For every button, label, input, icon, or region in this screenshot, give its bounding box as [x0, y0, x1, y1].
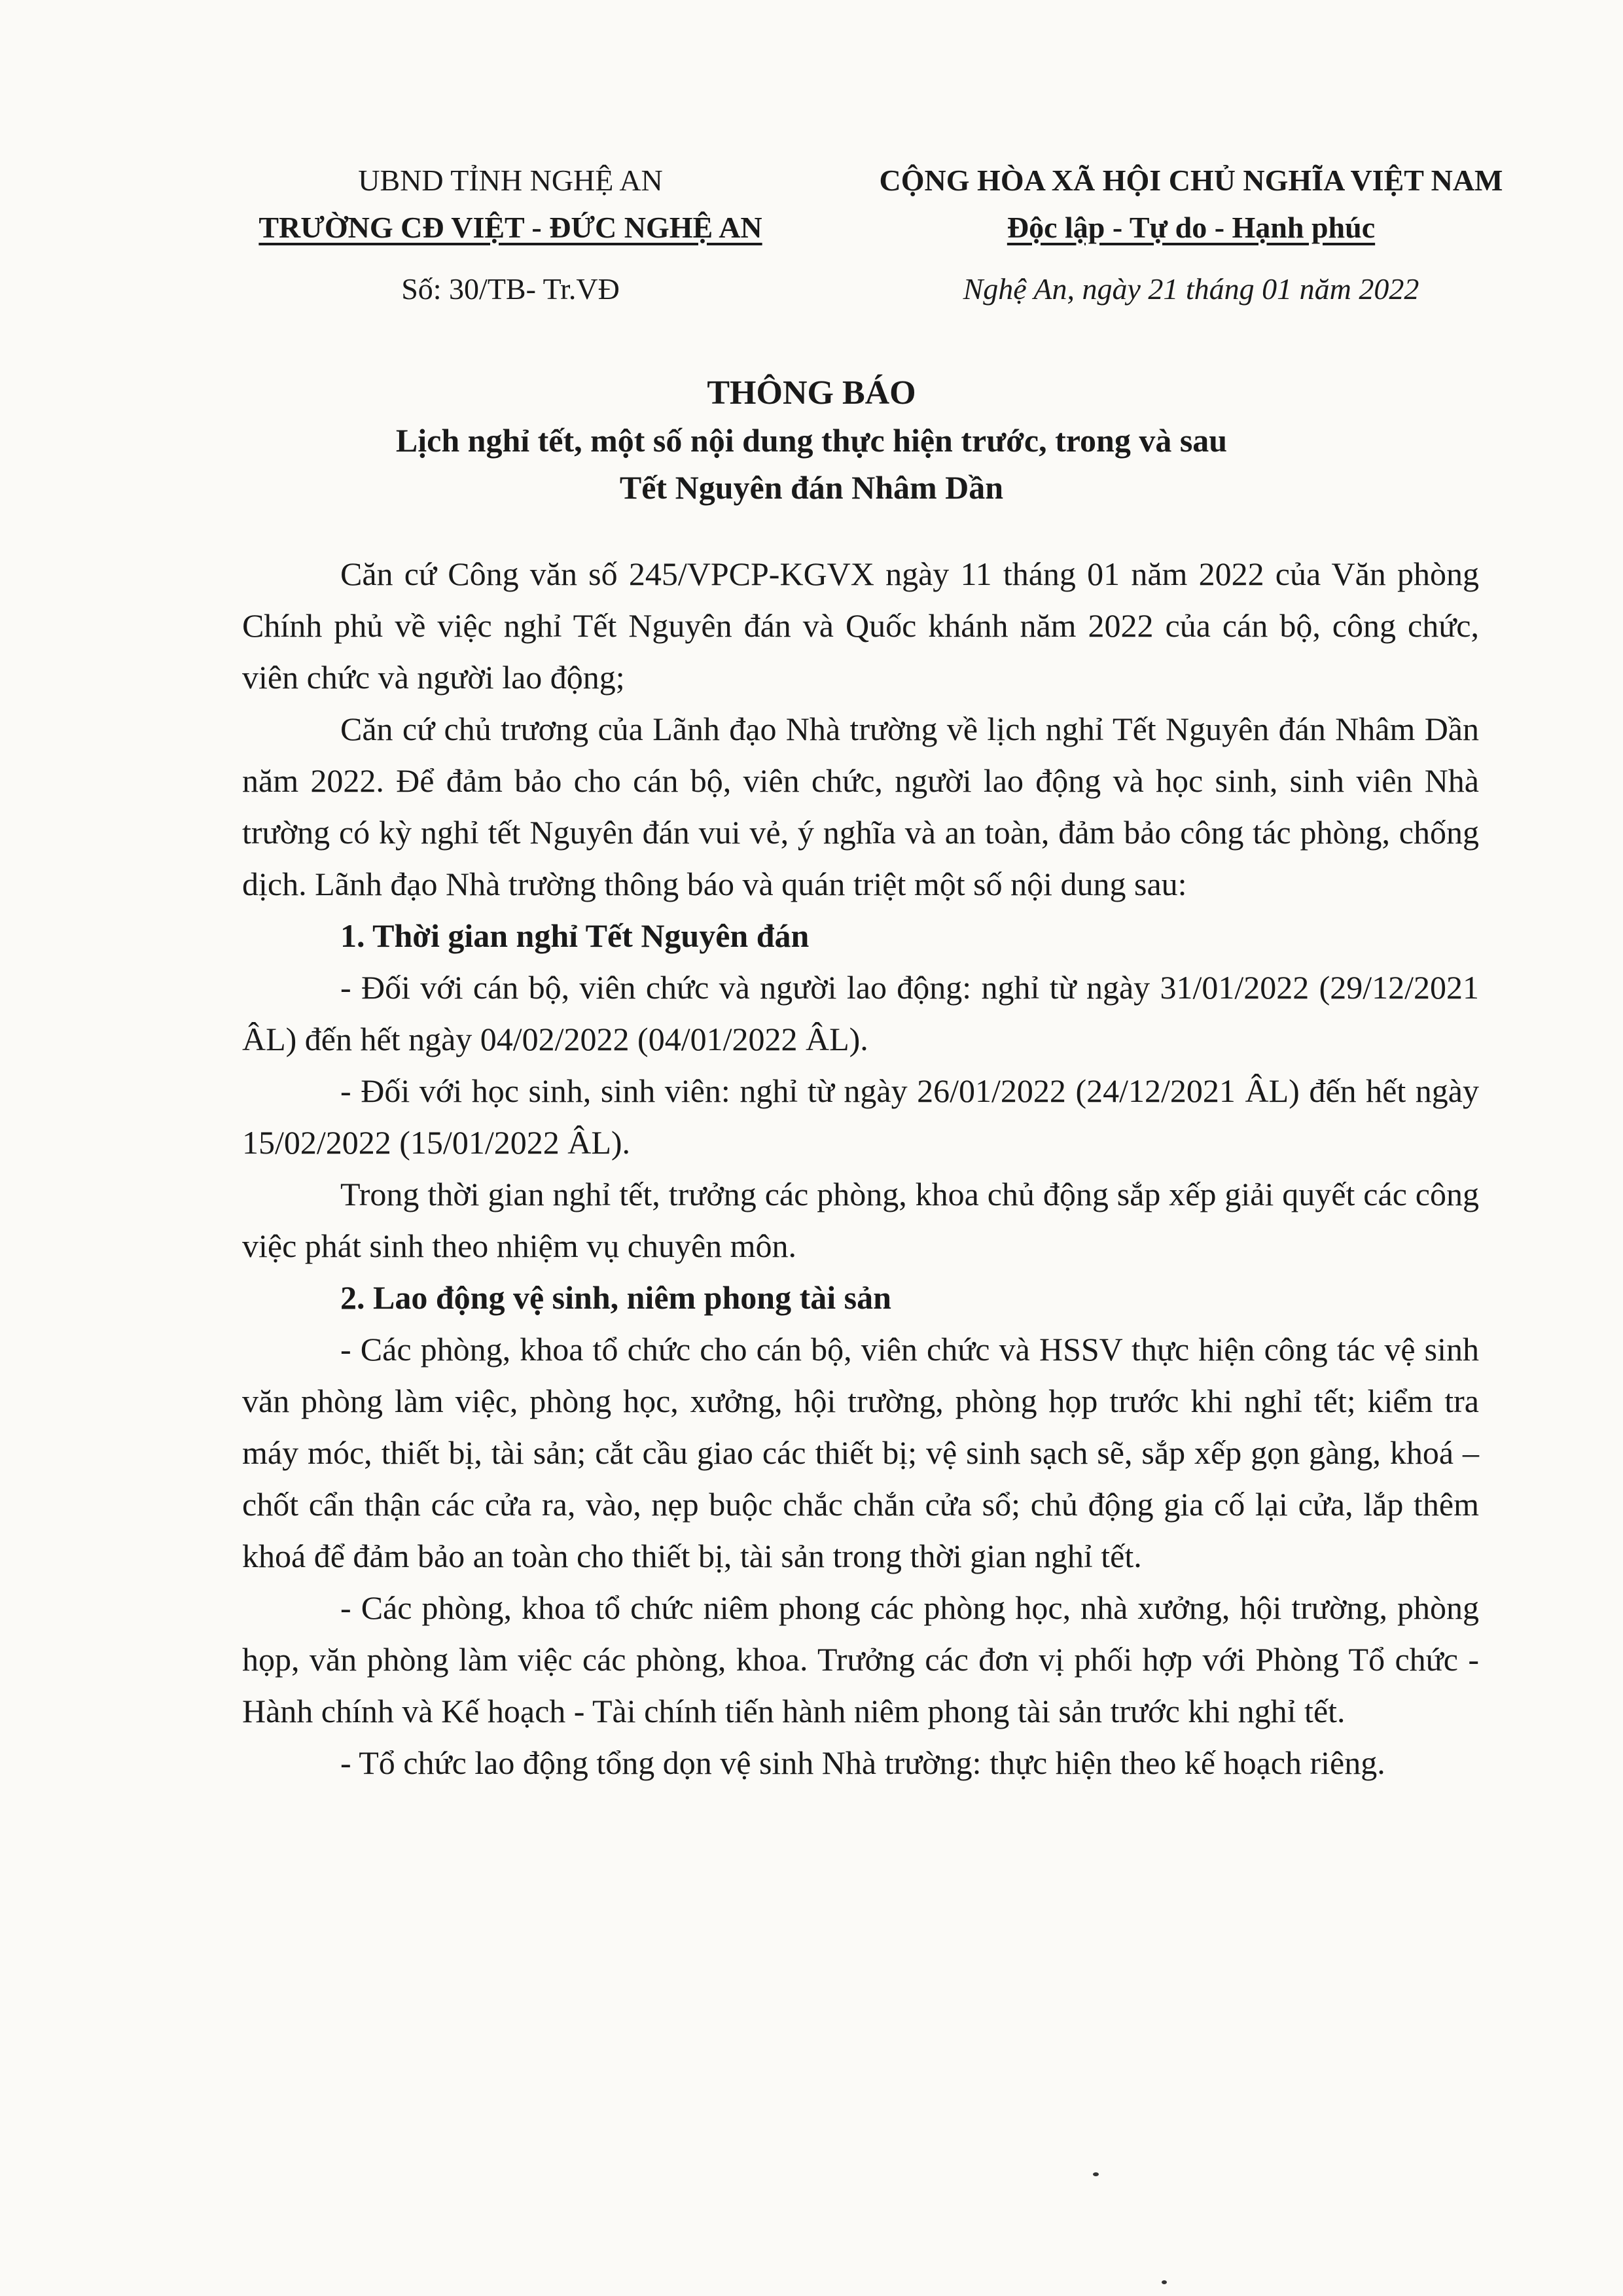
- document-title: [223, 370, 1400, 511]
- document-number: Số: 30/TB- Tr.VĐ: [401, 272, 620, 306]
- paragraph-sealing: - Các phòng, khoa tổ chức niêm phong các phòng học, nhà xưởng, hội trường, phòng họp, văn phòng làm việc các phòng, khoa. Trưởng các đơn vị phối hợp với Phòng Tổ chức - Hành chính và Kế hoạch - Tài chính tiến hành niêm phong tài sản trước khi nghỉ tết.: [242, 1589, 1479, 1729]
- issuing-authority: UBND TỈNH NGHỆ AN: [358, 164, 663, 197]
- title-main: THÔNG BÁO: [707, 374, 916, 412]
- scan-speck: [1093, 2172, 1099, 2176]
- title-line-1: Lịch nghỉ tết, một số nội dung thực hiện trước, trong và sau: [395, 422, 1228, 459]
- paragraph-general-cleaning: - Tổ chức lao động tổng dọn vệ sinh Nhà trường: thực hiện theo kế hoạch riêng.: [340, 1744, 1385, 1781]
- paragraph-legal-basis-1: Căn cứ Công văn số 245/VPCP-KGVX ngày 11 tháng 01 năm 2022 của Văn phòng Chính phủ về việc nghỉ Tết Nguyên đán và Quốc khánh năm 2022 của cán bộ, công chức, viên chức và người lao động;: [242, 556, 1479, 696]
- national-title: CỘNG HÒA XÃ HỘI CHỦ NGHĨA VIỆT NAM: [879, 164, 1503, 197]
- document-date: Nghệ An, ngày 21 tháng 01 năm 2022: [963, 272, 1419, 306]
- section-heading-1: 1. Thời gian nghỉ Tết Nguyên đán: [340, 917, 810, 954]
- national-motto: Độc lập - Tự do - Hạnh phúc: [1007, 211, 1376, 244]
- paragraph-duty: Trong thời gian nghỉ tết, trưởng các phòng, khoa chủ động sắp xếp giải quyết các công việc phát sinh theo nhiệm vụ chuyên môn.: [242, 1176, 1479, 1264]
- paragraph-cleaning: - Các phòng, khoa tổ chức cho cán bộ, viên chức và HSSV thực hiện công tác vệ sinh văn phòng làm việc, phòng học, xưởng, hội trường, phòng họp trước khi nghỉ tết; kiểm tra máy móc, thiết bị, tài sản; cắt cầu giao các thiết bị; vệ sinh sạch sẽ, sắp xếp gọn gàng, khoá – chốt cẩn thận các cửa ra, vào, nẹp buộc chắc chắn cửa sổ; chủ động gia cố lại cửa, lắp thêm khoá để đảm bảo an toàn cho thiết bị, tài sản trong thời gian nghỉ tết.: [242, 1331, 1479, 1574]
- section-heading-2: 2. Lao động vệ sinh, niêm phong tài sản: [340, 1279, 891, 1316]
- paragraph-student-holiday: - Đối với học sinh, sinh viên: nghỉ từ ngày 26/01/2022 (24/12/2021 ÂL) đến hết ngày 15/02/2022 (15/01/2022 ÂL).: [242, 1072, 1479, 1161]
- header-right: [838, 157, 1544, 313]
- paragraph-legal-basis-2: Căn cứ chủ trương của Lãnh đạo Nhà trường về lịch nghỉ Tết Nguyên đán Nhâm Dần năm 2022. Để đảm bảo cho cán bộ, viên chức, người lao động và học sinh, sinh viên Nhà trường có kỳ nghỉ tết Nguyên đán vui vẻ, ý nghĩa và an toàn, đảm bảo công tác phòng, chống dịch. Lãnh đạo Nhà trường thông báo và quán triệt một số nội dung sau:: [242, 711, 1479, 902]
- school-name: TRƯỜNG CĐ VIỆT - ĐỨC NGHỆ AN: [259, 211, 762, 244]
- scan-speck: [1162, 2280, 1167, 2284]
- header-left: [216, 157, 805, 313]
- title-line-2: Tết Nguyên đán Nhâm Dần: [619, 469, 1004, 506]
- paragraph-staff-holiday: - Đối với cán bộ, viên chức và người lao động: nghỉ từ ngày 31/01/2022 (29/12/2021 ÂL) đến hết ngày 04/02/2022 (04/01/2022 ÂL).: [242, 969, 1479, 1057]
- document-body: [242, 548, 1479, 1789]
